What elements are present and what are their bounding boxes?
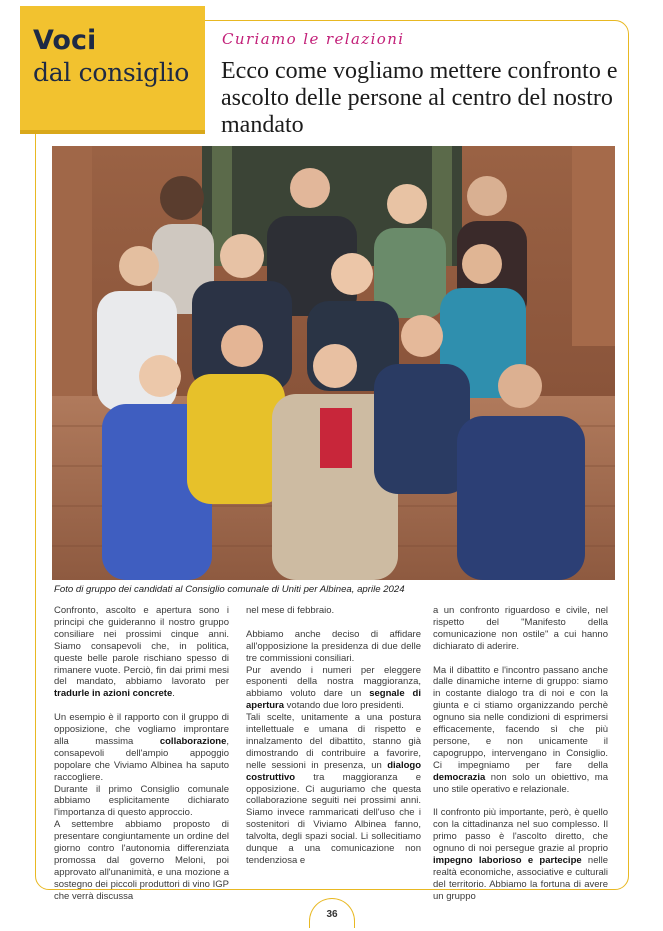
- paragraph: [433, 665, 608, 796]
- page-number: 36: [309, 898, 355, 928]
- group-photo: [52, 146, 615, 580]
- paragraph: Durante il primo Consiglio comunale abbiamo esplicitamente dichiarato l'importanza di questo approccio.: [54, 783, 229, 819]
- paragraph: [246, 712, 421, 867]
- photo-caption: Foto di gruppo dei candidati al Consiglio comunale di Uniti per Albinea, aprile 2024: [54, 584, 405, 595]
- emphasis: tradurle in azioni concrete: [54, 688, 173, 700]
- section-title: Voci: [33, 25, 97, 56]
- text-column-3: [433, 605, 608, 903]
- text: Il confronto più importante, però, è quello con la cittadinanza nel suo complesso. Il primo passo è l'ascolto diretto, che ognuno di noi persegue grazie al proprio: [433, 807, 608, 855]
- text: Tali scelte, unitamente a una postura intellettuale e umana di rispetto e innalzamento del dibattito, stanno già dimostrando di contribuire a favorire, nelle sessioni in presenza, un: [246, 712, 421, 771]
- text: Pur avendo i numeri per eleggere esponenti della nostra maggioranza, abbiamo voluto dare un: [246, 664, 421, 700]
- text-column-2: [246, 605, 421, 867]
- paragraph: [246, 665, 421, 713]
- article-kicker: Curiamo le relazioni: [222, 30, 405, 48]
- text: Ma il dibattito e l'incontro passano anche dalle dinamiche interne di gruppo: siamo in costante dialogo tra di noi e con la giunta e ci stiamo organizzando perchè ognuno sia nelle condizioni di esprimersi efficacemente, facendo sì che più persone, e non unicamente il capogruppo, intervengano in Consiglio. Ci impegniamo per fare della: [433, 664, 608, 771]
- paragraph: [54, 712, 229, 783]
- emphasis: dialogo costruttivo: [246, 759, 421, 783]
- paragraph: [433, 807, 608, 902]
- text: .: [172, 688, 175, 700]
- article-headline: Ecco come vogliamo mettere confronto e ascolto delle persone al centro del nostro mandato: [221, 58, 618, 138]
- section-subtitle: dal consiglio: [33, 58, 189, 87]
- text: tra maggioranza e opposizione. Ci auguriamo che questa collaborazione seguiti nei prossimi anni. Siamo invece rammaricati dell'uso che i sostenitori di Viviamo Albinea fanno, talvolta, degli spazi social. Li sollecitiamo dunque a una comunicazione non tendenziosa e: [246, 771, 421, 867]
- text-column-1: [54, 605, 229, 903]
- paragraph: a un confronto riguardoso e civile, nel rispetto del "Manifesto della comunicazione non ostile" a cui hanno dichiarato di aderire.: [433, 605, 608, 652]
- text: , consapevoli dell'ampio appoggio popolare che Viviamo Albinea ha saputo raccogliere.: [54, 735, 229, 783]
- section-badge: [20, 6, 205, 130]
- emphasis: democrazia: [433, 771, 486, 783]
- paragraph: nel mese di febbraio.: [246, 605, 335, 616]
- text: nelle realtà economiche, associative e culturali del territorio. Abbiamo la fortuna di avere un gruppo: [433, 855, 608, 902]
- emphasis: segnale di apertura: [246, 688, 421, 712]
- paragraph: A settembre abbiamo proposto di presentare congiuntamente un ordine del giorno contro l'autonomia differenziata promossa dal governo Meloni, poi approvato all'unanimità, e una mozione a sostegno dei piccoli produttori di vino IGP che verrà discussa: [54, 819, 229, 902]
- emphasis: impegno laborioso e partecipe: [433, 855, 582, 866]
- text: non solo un obiettivo, ma uno stile operativo e relazionale.: [433, 771, 608, 795]
- text: Confronto, ascolto e apertura sono i principi che guideranno il nostro gruppo consiliare nei prossimi cinque anni. Siamo consapevoli che, in politica, queste belle parole rischiano spesso di rimanere vuote. Perciò, fin dai primi mesi del mandato, abbiamo lavorato per: [54, 605, 229, 688]
- paragraph: Abbiamo anche deciso di affidare all'opposizione la presidenza di due delle tre commissioni consiliari.: [246, 628, 421, 664]
- text: votando due loro presidenti.: [284, 700, 404, 712]
- text: Un esempio è il rapporto con il gruppo di opposizione, che vogliamo improntare alla massima: [54, 712, 229, 747]
- paragraph: [54, 605, 229, 700]
- emphasis: collaborazione: [159, 735, 227, 747]
